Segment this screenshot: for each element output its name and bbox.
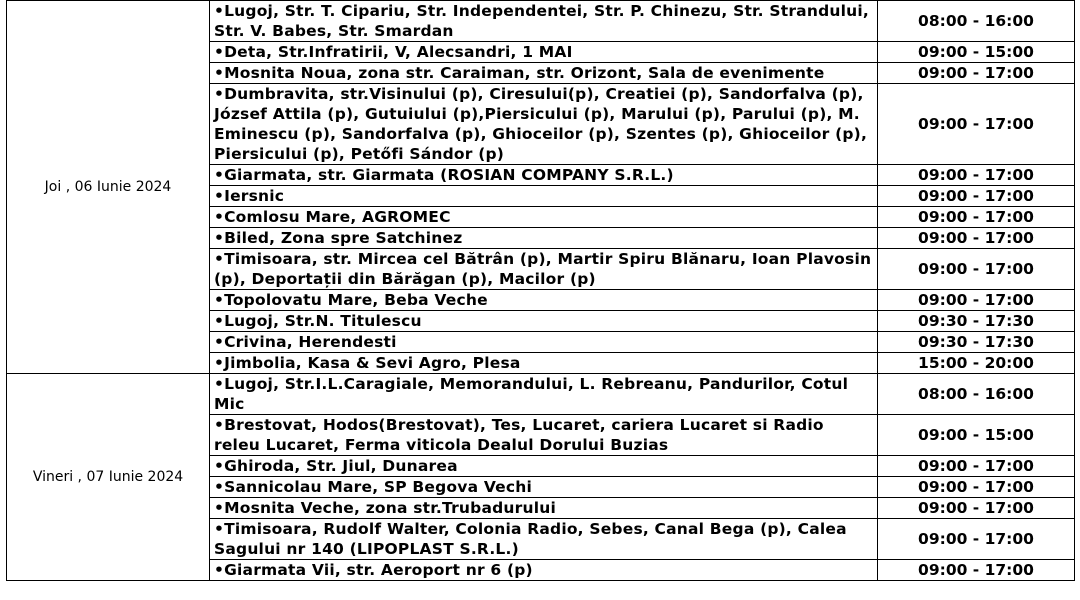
location-cell: •Ghiroda, Str. Jiul, Dunarea	[210, 456, 878, 477]
time-interval-cell: 09:00 - 17:00	[878, 228, 1075, 249]
time-interval-cell: 09:00 - 15:00	[878, 415, 1075, 456]
time-interval-cell: 09:00 - 17:00	[878, 207, 1075, 228]
location-cell: •Crivina, Herendesti	[210, 332, 878, 353]
location-cell: •Lugoj, Str.I.L.Caragiale, Memorandului, L. Rebreanu, Pandurilor, Cotul Mic	[210, 374, 878, 415]
time-interval-cell: 09:30 - 17:30	[878, 311, 1075, 332]
time-interval-cell: 09:00 - 17:00	[878, 63, 1075, 84]
time-interval-cell: 09:00 - 17:00	[878, 560, 1075, 581]
location-cell: •Mosnita Noua, zona str. Caraiman, str. Orizont, Sala de evenimente	[210, 63, 878, 84]
location-cell: •Jimbolia, Kasa & Sevi Agro, Plesa	[210, 353, 878, 374]
time-interval-cell: 09:00 - 17:00	[878, 477, 1075, 498]
table-row	[7, 1, 1075, 42]
time-interval-cell: 08:00 - 16:00	[878, 1, 1075, 42]
location-cell: •Lugoj, Str. T. Cipariu, Str. Independentei, Str. P. Chinezu, Str. Strandului, Str. V. Babes, Str. Smardan	[210, 1, 878, 42]
day-cell: Joi , 06 Iunie 2024	[7, 1, 210, 374]
location-cell: •Mosnita Veche, zona str.Trubadurului	[210, 498, 878, 519]
location-cell: •Timisoara, str. Mircea cel Bătrân (p), Martir Spiru Blănaru, Ioan Plavosin (p), Deportații din Bărăgan (p), Macilor (p)	[210, 249, 878, 290]
location-cell: •Iersnic	[210, 186, 878, 207]
location-cell: •Comlosu Mare, AGROMEC	[210, 207, 878, 228]
time-interval-cell: 09:00 - 15:00	[878, 42, 1075, 63]
time-interval-cell: 09:00 - 17:00	[878, 84, 1075, 165]
day-cell: Vineri , 07 Iunie 2024	[7, 374, 210, 581]
time-interval-cell: 09:00 - 17:00	[878, 165, 1075, 186]
time-interval-cell: 09:30 - 17:30	[878, 332, 1075, 353]
table-row	[7, 374, 1075, 415]
time-interval-cell: 08:00 - 16:00	[878, 374, 1075, 415]
location-cell: •Sannicolau Mare, SP Begova Vechi	[210, 477, 878, 498]
location-cell: •Timisoara, Rudolf Walter, Colonia Radio, Sebes, Canal Bega (p), Calea Sagului nr 140 (LIPOPLAST S.R.L.)	[210, 519, 878, 560]
location-cell: •Brestovat, Hodos(Brestovat), Tes, Lucaret, cariera Lucaret si Radio releu Lucaret, Ferma viticola Dealul Dorului Buzias	[210, 415, 878, 456]
time-interval-cell: 09:00 - 17:00	[878, 249, 1075, 290]
location-cell: •Biled, Zona spre Satchinez	[210, 228, 878, 249]
time-interval-cell: 15:00 - 20:00	[878, 353, 1075, 374]
outage-schedule-table	[6, 0, 1075, 581]
time-interval-cell: 09:00 - 17:00	[878, 456, 1075, 477]
location-cell: •Giarmata, str. Giarmata (ROSIAN COMPANY S.R.L.)	[210, 165, 878, 186]
location-cell: •Lugoj, Str.N. Titulescu	[210, 311, 878, 332]
time-interval-cell: 09:00 - 17:00	[878, 498, 1075, 519]
time-interval-cell: 09:00 - 17:00	[878, 290, 1075, 311]
time-interval-cell: 09:00 - 17:00	[878, 186, 1075, 207]
location-cell: •Dumbravita, str.Visinului (p), Ciresului(p), Creatiei (p), Sandorfalva (p), József Attila (p), Gutuiului (p),Piersicului (p), Marului (p), Parului (p), M. Eminescu (p), Sandorfalva (p), Ghioceilor (p), Szentes (p), Ghioceilor (p), Piersicului (p), Petőfi Sándor (p)	[210, 84, 878, 165]
location-cell: •Topolovatu Mare, Beba Veche	[210, 290, 878, 311]
location-cell: •Giarmata Vii, str. Aeroport nr 6 (p)	[210, 560, 878, 581]
time-interval-cell: 09:00 - 17:00	[878, 519, 1075, 560]
location-cell: •Deta, Str.Infratirii, V, Alecsandri, 1 MAI	[210, 42, 878, 63]
schedule-body	[7, 0, 1075, 581]
